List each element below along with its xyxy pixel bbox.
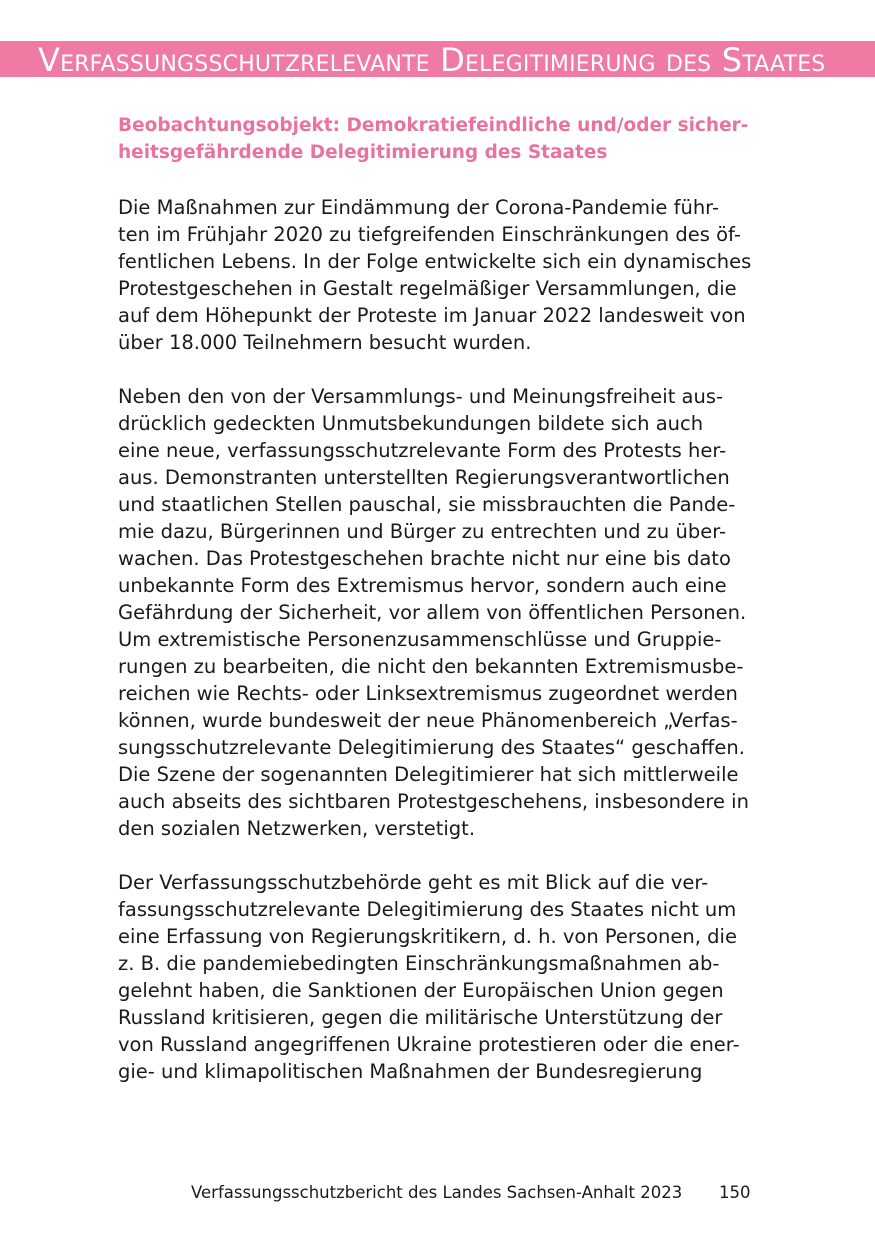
paragraph [118,194,758,356]
footer-title: Verfassungsschutzbericht des Landes Sachsen-Anhalt 2023 [191,1183,683,1202]
paragraph [118,383,758,842]
paragraph-line: können, wurde bundesweit der neue Phänomenbereich „Verfas- [118,709,738,732]
section-heading-line: Beobachtungsobjekt: Demokratiefeindliche und/oder sicher- [118,115,749,136]
paragraph-line: Die Maßnahmen zur Eindämmung der Corona-Pandemie führ- [118,196,719,219]
paragraph-line: drücklich gedeckten Unmutsbekundungen bildete sich auch [118,412,704,435]
paragraph-line: mie dazu, Bürgerinnen und Bürger zu entrechten und zu über- [118,520,727,543]
paragraph-line: Neben den von der Versammlungs- und Meinungsfreiheit aus- [118,385,724,408]
paragraph-line: gie- und klimapolitischen Maßnahmen der Bundesregierung [118,1060,703,1083]
paragraph-line: unbekannte Form des Extremismus hervor, sondern auch eine [118,574,727,597]
section-heading-line: heitsgefährdende Delegitimierung des Staates [118,142,608,163]
chapter-header-band [0,41,875,77]
paragraph-line: über 18.000 Teilnehmern besucht wurden. [118,331,532,354]
paragraph-line: und staatlichen Stellen pauschal, sie missbrauchten die Pande- [118,493,736,516]
paragraph-line: Gefährdung der Sicherheit, vor allem von öffentlichen Personen. [118,601,747,624]
chapter-title: Verfassungsschutzrelevante Delegitimierung des Staates [38,41,826,79]
page-number: 150 [719,1183,751,1202]
section-heading [118,112,758,166]
paragraph-line: ten im Frühjahr 2020 zu tiefgreifenden Einschränkungen des öf- [118,223,741,246]
paragraph-line: den sozialen Netzwerken, verstetigt. [118,817,476,840]
paragraph-line: reichen wie Rechts- oder Linksextremismus zugeordnet werden [118,682,738,705]
paragraph-line: Die Szene der sogenannten Delegitimierer hat sich mittlerweile [118,763,739,786]
page-content [118,112,758,1112]
paragraph-line: Russland kritisieren, gegen die militärische Unterstützung der [118,1006,723,1029]
paragraph-line: eine neue, verfassungsschutzrelevante Form des Protests her- [118,439,727,462]
paragraph-line: sungsschutzrelevante Delegitimierung des Staates“ geschaffen. [118,736,745,759]
paragraph-line: fassungsschutzrelevante Delegitimierung des Staates nicht um [118,898,737,921]
paragraph-line: aus. Demonstranten unterstellten Regierungsverantwortlichen [118,466,730,489]
paragraph-line: z. B. die pandemiebedingten Einschränkungsmaßnahmen ab- [118,952,720,975]
paragraph [118,869,758,1085]
paragraph-line: rungen zu bearbeiten, die nicht den bekannten Extremismusbe- [118,655,744,678]
body-text [118,194,758,1085]
paragraph-line: Um extremistische Personenzusammenschlüsse und Gruppie- [118,628,722,651]
paragraph-line: eine Erfassung von Regierungskritikern, d. h. von Personen, die [118,925,737,948]
paragraph-line: wachen. Das Protestgeschehen brachte nicht nur eine bis dato [118,547,731,570]
paragraph-line: von Russland angegriffenen Ukraine protestieren oder die ener- [118,1033,740,1056]
paragraph-line: Protestgeschehen in Gestalt regelmäßiger Versammlungen, die [118,277,737,300]
paragraph-line: Der Verfassungsschutzbehörde geht es mit Blick auf die ver- [118,871,709,894]
paragraph-line: auch abseits des sichtbaren Protestgeschehens, insbesondere in [118,790,749,813]
paragraph-line: fentlichen Lebens. In der Folge entwickelte sich ein dynamisches [118,250,752,273]
paragraph-line: auf dem Höhepunkt der Proteste im Januar 2022 landesweit von [118,304,746,327]
paragraph-line: gelehnt haben, die Sanktionen der Europäischen Union gegen [118,979,724,1002]
